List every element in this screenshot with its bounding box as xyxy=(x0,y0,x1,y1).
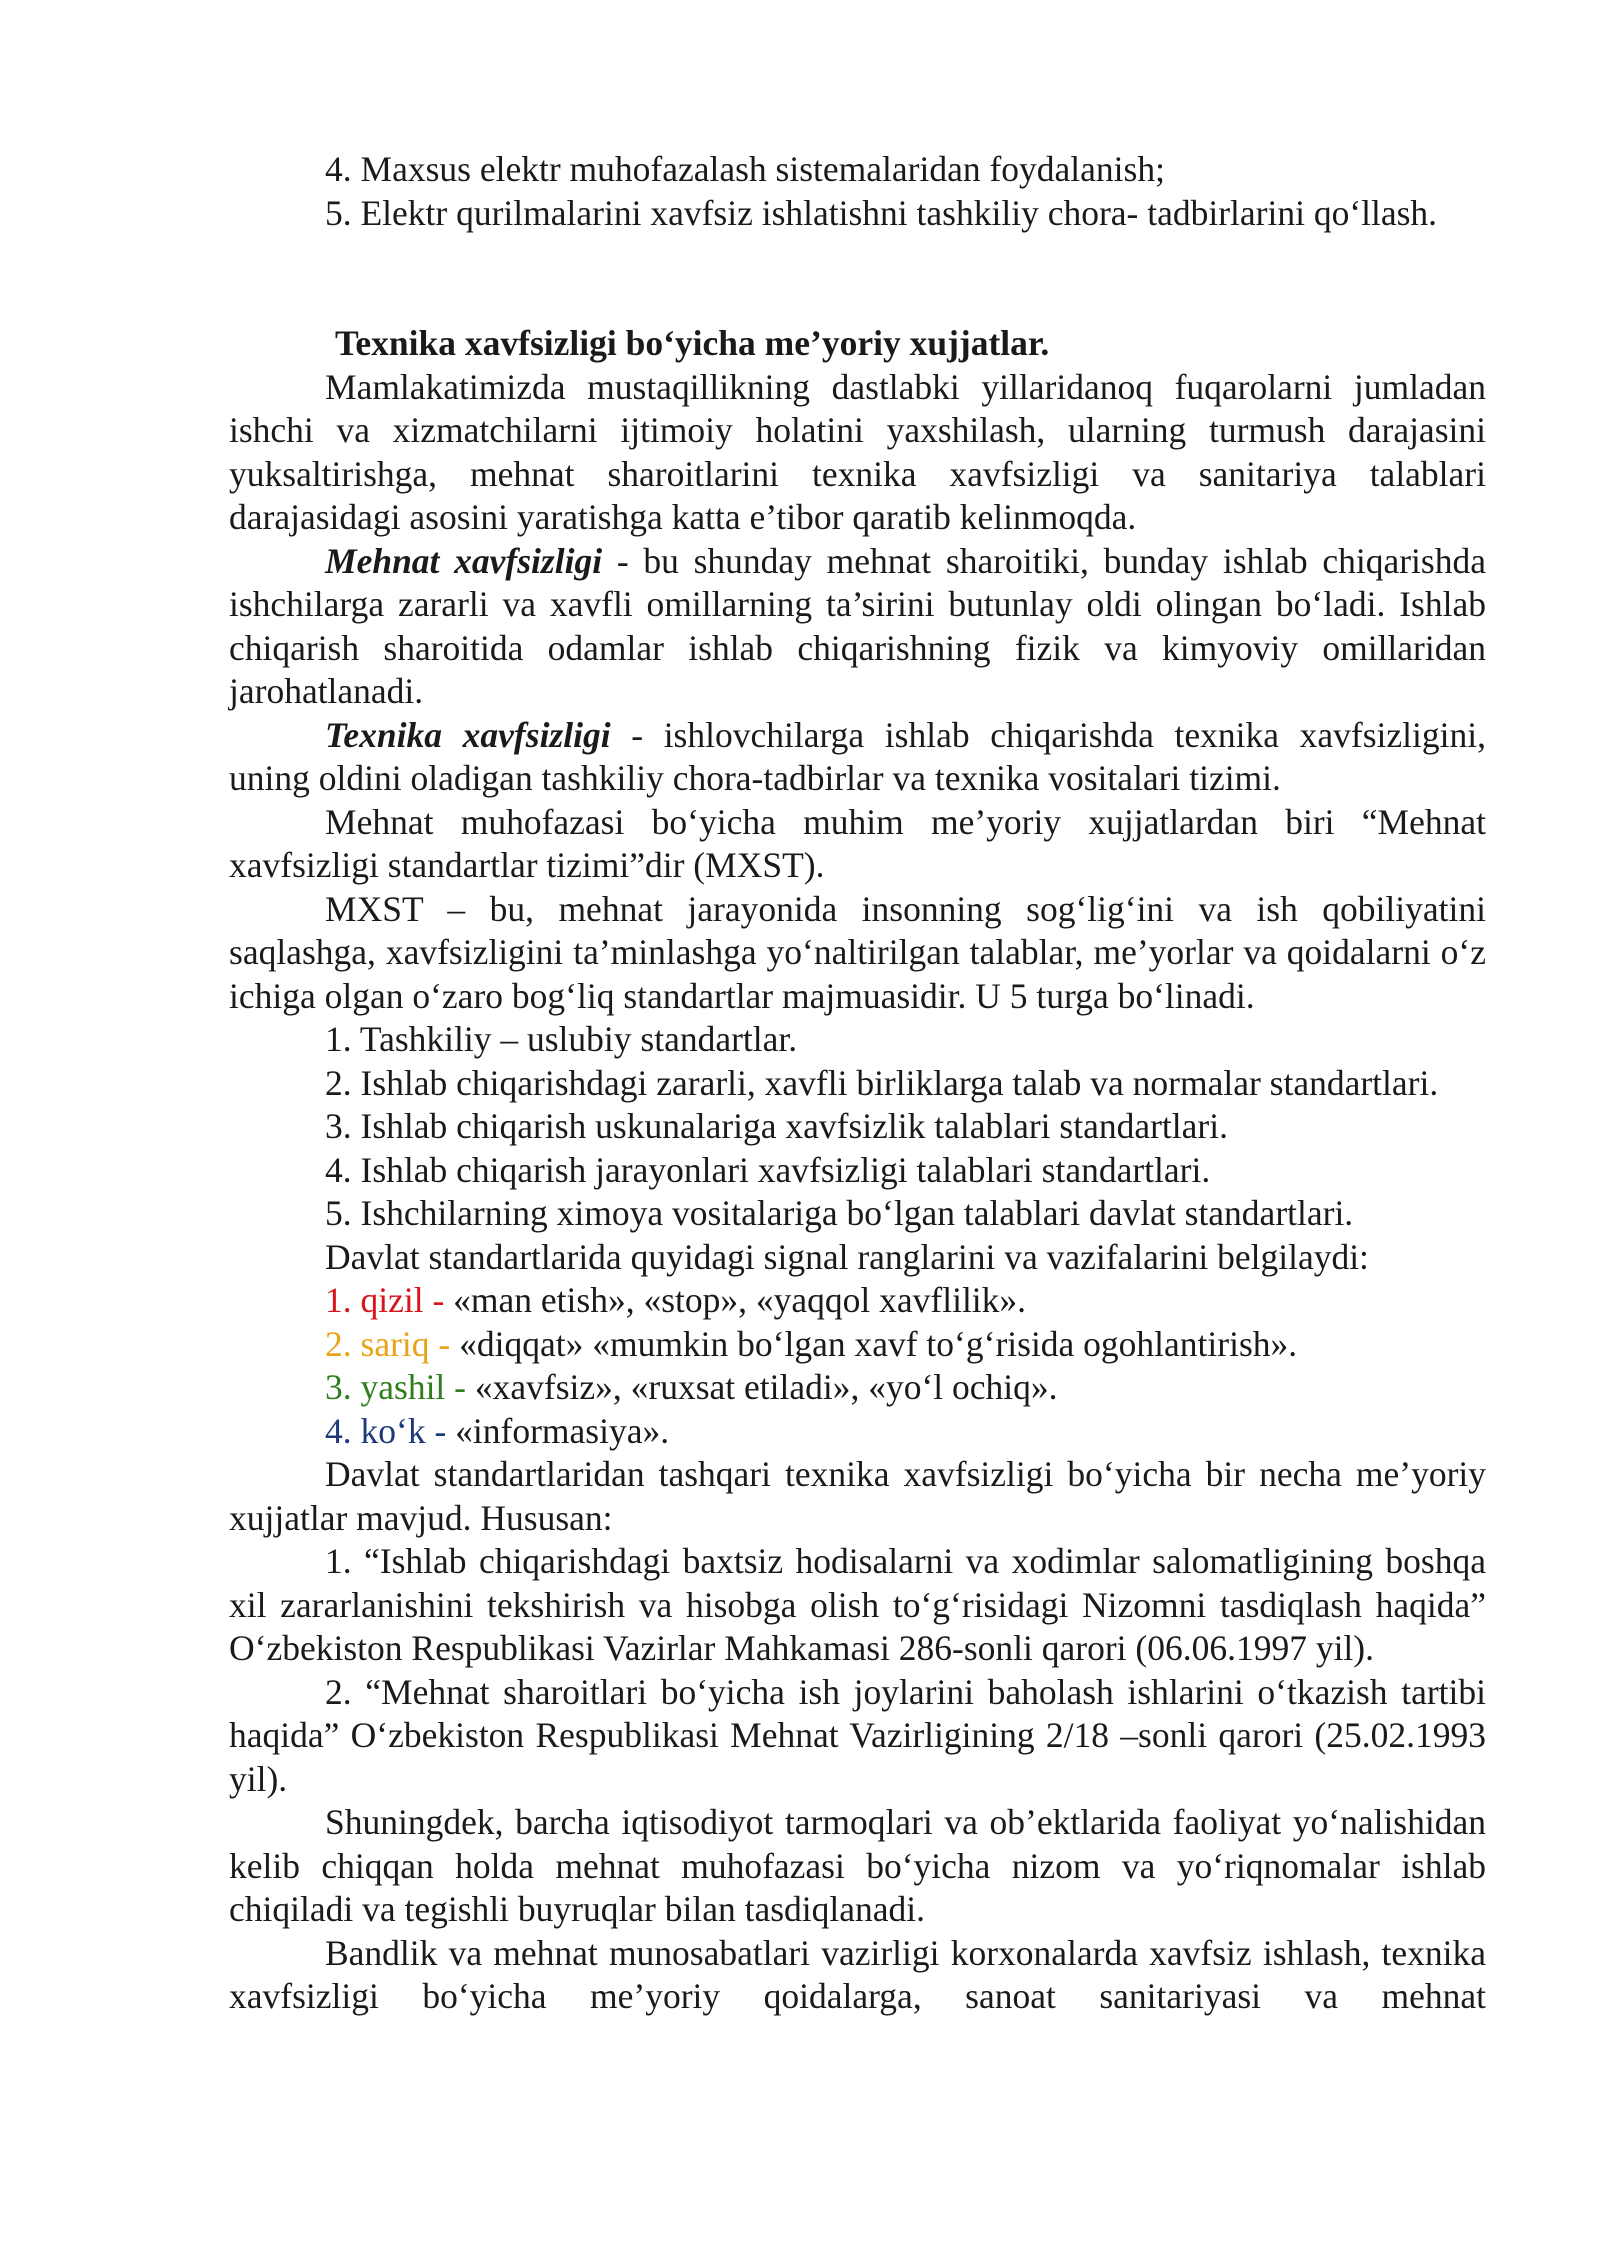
term-texnika-xavfsizligi: Texnika xavfsizligi xyxy=(325,714,611,755)
definition-texnika-xavfsizligi: - ishlovchilarga ishlab chiqarishda texnika xavfsizligini, uning oldini oladigan tashkiliy chora-tadbirlar va texnika vositalari tizimi. xyxy=(229,714,1486,798)
intro-list-item-5: 5. Elektr qurilmalarini xavfsiz ishlatishni tashkiliy chora- tadbirlarini qo‘llash. xyxy=(325,192,1438,233)
paragraph-shuningdek: Shuningdek, barcha iqtisodiyot tarmoqlari va ob’ektlarida faoliyat yo‘nalishidan kelib chiqqan holda mehnat muhofazasi bo‘yicha nizom va yo‘riqnomalar ishlab chiqiladi va tegishli buyruqlar bilan tasdiqlanadi. xyxy=(229,1802,1486,1929)
document-page xyxy=(229,148,1486,2019)
mxst-type-item: 3. Ishlab chiqarish uskunalariga xavfsizlik talablari standartlari. xyxy=(325,1106,1228,1146)
signal-item-red xyxy=(229,1279,1486,1323)
intro-list-item-4: 4. Maxsus elektr muhofazalash sistemalaridan foydalanish; xyxy=(325,149,1165,189)
definition-mehnat-xavfsizligi: - bu shunday mehnat sharoitiki, bunday ishlab chiqarishda ishchilarga zararli va xavfli omillarning ta’sirini butunlay oldi olingan bo‘ladi. Ishlab chiqarish sharoitida odamlar ishlab chiqarishning fizik va kimyoviy omillaridan jarohatlanadi. xyxy=(229,540,1486,711)
paragraph-mehnat-xavfsizligi xyxy=(229,540,1486,714)
term-mehnat-xavfsizligi: Mehnat xavfsizligi xyxy=(325,540,603,581)
mxst-type-item: 1. Tashkiliy – uslubiy standartlar. xyxy=(325,1019,798,1059)
signals-intro: Davlat standartlarida quyidagi signal ranglarini va vazifalarini belgilaydi: xyxy=(325,1236,1369,1277)
signal-text-blue: «informasiya». xyxy=(455,1410,670,1451)
paragraph-bandlik: Bandlik va mehnat munosabatlari vazirligi korxonalarda xavfsiz ishlash, texnika xavfsizligi bo‘yicha me’yoriy qoidalarga, sanoat sanitariyasi va mehnat xyxy=(229,1932,1486,2016)
signal-item-blue xyxy=(229,1410,1486,1454)
signal-text-red: «man etish», «stop», «yaqqol xavflilik». xyxy=(453,1280,1027,1320)
signal-text-yellow: «diqqat» «mumkin bo‘lgan xavf to‘g‘risida ogohlantirish». xyxy=(459,1323,1298,1364)
signal-item-green xyxy=(229,1366,1486,1410)
signal-item-yellow xyxy=(229,1323,1486,1367)
section-title: Texnika xavfsizligi bo‘yicha me’yoriy xujjatlar. xyxy=(335,323,1050,363)
doc-item-2: 2. “Mehnat sharoitlari bo‘yicha ish joylarini baholash ishlarini o‘tkazish tartibi haqida” O‘zbekiston Respublikasi Mehnat Vazirligining 2/18 –sonli qarori (25.02.1993 yil). xyxy=(229,1671,1486,1799)
signal-label-blue: 4. ko‘k - xyxy=(325,1410,456,1451)
mxst-type-item: 5. Ishchilarning ximoya vositalariga bo‘lgan talablari davlat standartlari. xyxy=(325,1193,1354,1233)
signal-text-green: «xavfsiz», «ruxsat etiladi», «yo‘l ochiq». xyxy=(474,1367,1058,1407)
paragraph-texnika-xavfsizligi xyxy=(229,714,1486,801)
mxst-type-item: 4. Ishlab chiqarish jarayonlari xavfsizligi talablari standartlari. xyxy=(325,1149,1211,1190)
section-gap xyxy=(229,235,1486,322)
paragraph-intro: Mamlakatimizda mustaqillikning dastlabki yillaridanoq fuqarolarni jumladan ishchi va xizmatchilarni ijtimoiy holatini yaxshilash, ularning turmush darajasini yuksaltirishga, mehnat sharoitlarini texnika xavfsizligi va sanitariya talablari darajasidagi asosini yaratishga katta e’tibor qaratib kelinmoqda. xyxy=(229,366,1486,537)
signal-label-red: 1. qizil - xyxy=(325,1280,454,1320)
paragraph-mxst-definition: MXST – bu, mehnat jarayonida insonning sog‘lig‘ini va ish qobiliyatini saqlashga, xavfsizligini ta’minlashga yo‘naltirilgan talablar, me’yorlar va qoidalarni o‘z ichiga olgan o‘zaro bog‘liq standartlar majmuasidir. U 5 turga bo‘linadi. xyxy=(229,888,1486,1016)
doc-item-1: 1. “Ishlab chiqarishdagi baxtsiz hodisalarni va xodimlar salomatligining boshqa xil zararlanishini tekshirish va hisobga olish to‘g‘risidagi Nizomni tasdiqlash haqida” O‘zbekiston Respublikasi Vazirlar Mahkamasi 286-sonli qarori (06.06.1997 yil). xyxy=(229,1541,1486,1668)
signal-label-yellow: 2. sariq - xyxy=(325,1323,460,1364)
signal-label-green: 3. yashil - xyxy=(325,1367,475,1407)
paragraph-other-docs: Davlat standartlaridan tashqari texnika xavfsizligi bo‘yicha bir necha me’yoriy xujjatlar mavjud. Hususan: xyxy=(229,1454,1486,1538)
paragraph-mxst-intro: Mehnat muhofazasi bo‘yicha muhim me’yoriy xujjatlardan biri “Mehnat xavfsizligi standartlar tizimi”dir (MXST). xyxy=(229,801,1486,885)
mxst-type-item: 2. Ishlab chiqarishdagi zararli, xavfli birliklarga talab va normalar standartlari. xyxy=(325,1062,1439,1103)
